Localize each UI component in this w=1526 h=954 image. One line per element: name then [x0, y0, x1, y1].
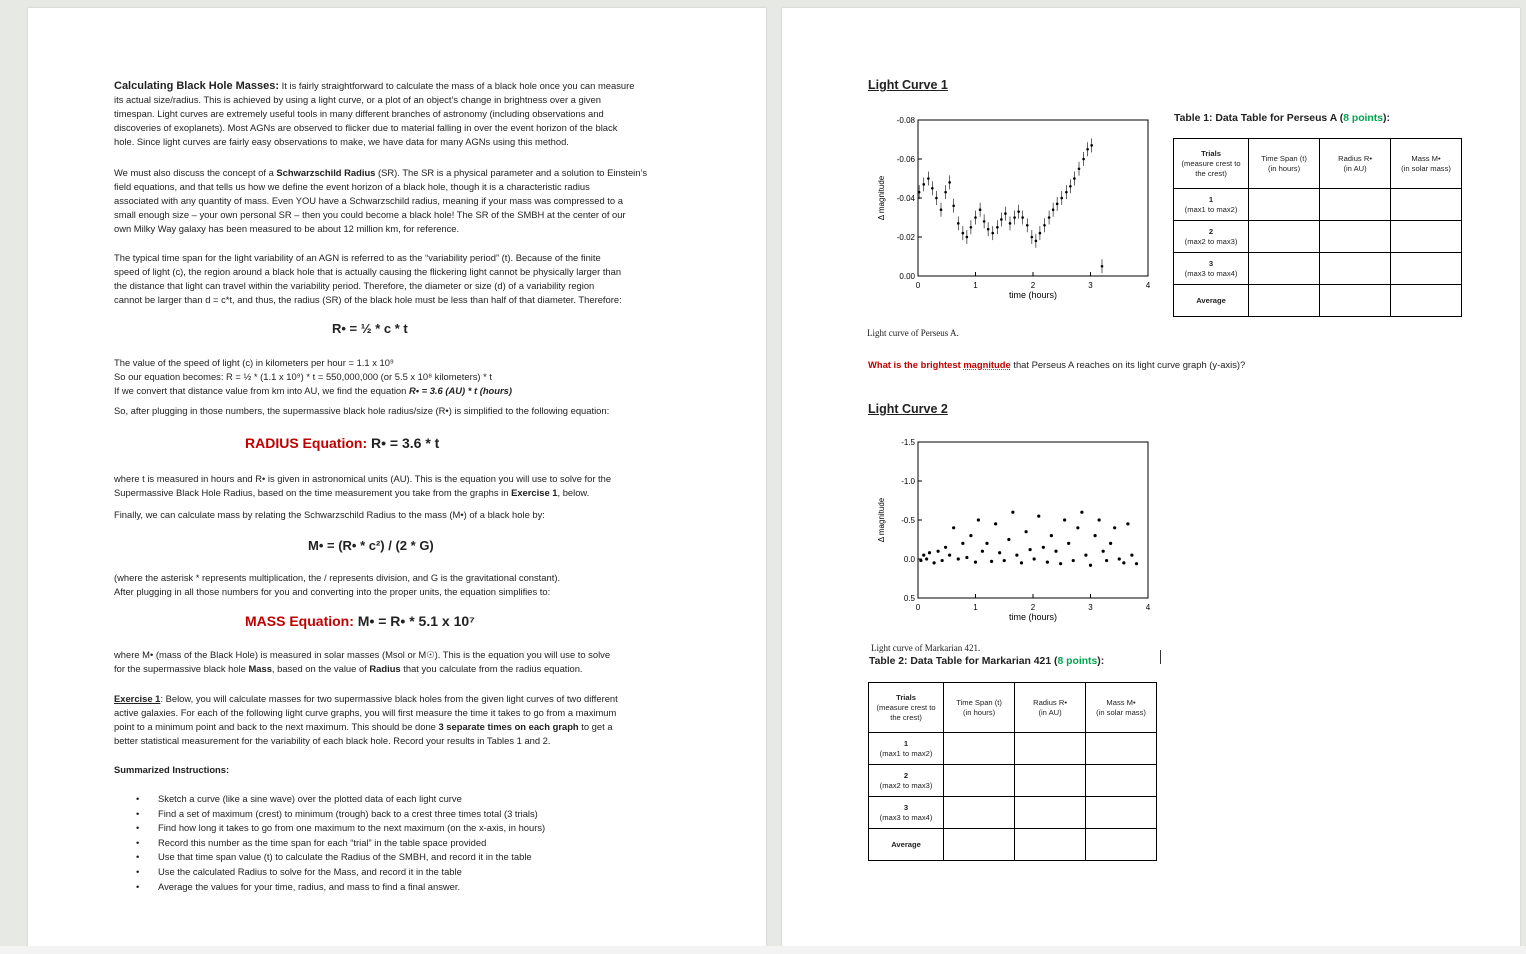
question-text: What is the brightest: [868, 359, 964, 370]
radius-cell[interactable]: [1320, 221, 1391, 253]
text-line: So our equation becomes: R = ½ * (1.1 x 10⁹) * t = 550,000,000 (or 5.5 x 10⁸ kilometers) * t: [114, 371, 492, 382]
data-point: [928, 551, 931, 554]
data-point: [969, 534, 972, 537]
time-cell[interactable]: [1249, 189, 1320, 221]
question-brightest-magnitude: [868, 359, 1245, 370]
data-point: [944, 191, 947, 194]
x-axis-label: time (hours): [1008, 290, 1058, 300]
mass-cell[interactable]: [1086, 797, 1157, 829]
light-curve-1-chart: [866, 112, 1156, 312]
data-point: [922, 554, 925, 557]
data-point: [937, 550, 940, 553]
data-point: [1135, 562, 1138, 565]
header-text: Trials: [1201, 148, 1221, 158]
text-line: speed of light (c), the region around a black hole that is actually causing the flickering light cannot be physically larger than: [114, 266, 622, 277]
data-point: [974, 216, 977, 219]
text-line: Supermassive Black Hole Radius, based on the time measurement you take from the graphs in: [114, 487, 512, 498]
data-point: [1029, 548, 1032, 551]
text-line: for the supermassive black hole: [114, 663, 249, 674]
data-point: [1105, 559, 1108, 562]
trial-cell: [1174, 189, 1249, 221]
x-tick-label: 0: [915, 603, 921, 612]
trial-cell: [869, 733, 944, 765]
paragraph-speed-of-light: [114, 356, 609, 418]
data-point: [935, 197, 938, 200]
paragraph-variability: [114, 251, 622, 307]
header-trials: [869, 683, 944, 733]
header-subtext: (measure crest to the crest): [876, 702, 936, 722]
table-row: [869, 797, 1157, 829]
data-point: [1078, 167, 1081, 170]
data-point: [1086, 148, 1089, 151]
trial-number: 2: [903, 770, 909, 780]
data-point: [919, 559, 922, 562]
list-item: • Use that time span value (t) to calculate the Radius of the SMBH, and record it in the table: [114, 850, 545, 865]
mass-cell[interactable]: [1086, 765, 1157, 797]
time-cell[interactable]: [944, 765, 1015, 797]
data-point: [944, 546, 947, 549]
x-tick-label: 4: [1145, 281, 1151, 290]
header-subtext: (in AU): [1343, 163, 1367, 173]
radius-equation: [245, 435, 439, 451]
data-point: [1033, 557, 1036, 560]
data-point: [1126, 522, 1129, 525]
header-time-span: [1249, 139, 1320, 189]
data-point: [922, 183, 925, 186]
data-point: [1073, 177, 1076, 180]
y-axis-label: Δ magnitude: [877, 175, 886, 221]
header-subtext: (in solar mass): [1096, 707, 1146, 717]
document-page-2: [782, 8, 1520, 948]
data-point: [957, 222, 960, 225]
points-label: 8 points: [1057, 656, 1098, 667]
list-item: • Average the values for your time, radius, and mass to find a final answer.: [114, 880, 545, 895]
data-point: [925, 557, 928, 560]
y-tick-label: -1.0: [901, 477, 915, 486]
trial-subtext: (max2 to max3): [1184, 236, 1238, 246]
text-cursor: [1160, 650, 1161, 664]
paragraph-mass-explanation: [114, 648, 610, 676]
summary-heading: Summarized Instructions:: [114, 764, 230, 775]
data-point: [1090, 144, 1093, 147]
trial-subtext: (max1 to max2): [879, 748, 933, 758]
data-point: [941, 559, 944, 562]
data-point: [952, 205, 955, 208]
points-label: 8 points: [1343, 113, 1384, 124]
y-tick-label: -0.08: [896, 116, 915, 125]
data-point: [961, 542, 964, 545]
trial-number: 1: [903, 738, 909, 748]
radius-equation-label: RADIUS Equation:: [245, 435, 368, 451]
data-point: [1082, 158, 1085, 161]
x-tick-label: 1: [973, 603, 978, 612]
header-text: Mass M•: [1411, 153, 1441, 163]
text-line: , below.: [557, 487, 590, 498]
text-line: that you calculate from the radius equation.: [400, 663, 583, 674]
text-line: its actual size/radius. This is achieved by using a light curve, or a plot of an object’s change in brightness over a given: [114, 94, 601, 105]
data-point: [1113, 526, 1116, 529]
time-cell[interactable]: [944, 797, 1015, 829]
header-text: Radius R•: [1033, 697, 1067, 707]
data-point: [966, 236, 969, 239]
text-line: : Below, you will calculate masses for two supermassive black holes from the given light curves of two different: [160, 693, 618, 704]
text-line: associated with any quantity of mass. Even YOU have a Schwarzschild radius, meaning if your mass was compressed to a: [114, 195, 623, 206]
data-point: [1098, 518, 1101, 521]
time-cell[interactable]: [944, 829, 1015, 861]
data-point: [1059, 562, 1062, 565]
data-point: [1102, 550, 1105, 553]
bold-term: Exercise 1: [511, 487, 558, 498]
trial-subtext: (max3 to max4): [1184, 268, 1238, 278]
table-row: [869, 765, 1157, 797]
table-row: [1174, 285, 1462, 317]
list-item: • Find how long it takes to go from one maximum to the next maximum (on the x-axis, in hours): [114, 821, 545, 836]
trial-number: 1: [1208, 194, 1214, 204]
list-item: • Use the calculated Radius to solve for the Mass, and record it in the table: [114, 865, 545, 880]
data-point: [957, 557, 960, 560]
light-curve-1-caption: Light curve of Perseus A.: [867, 328, 959, 338]
data-point: [981, 550, 984, 553]
trial-cell: [1174, 221, 1249, 253]
trial-number: 3: [903, 802, 909, 812]
trial-cell: [869, 765, 944, 797]
data-point: [985, 542, 988, 545]
table-caption-text: Table 2: Data Table for Markarian 421 (: [869, 656, 1058, 667]
header-text: Mass M•: [1106, 697, 1136, 707]
radius-cell[interactable]: [1320, 253, 1391, 285]
data-point: [1011, 511, 1014, 514]
data-point: [1054, 550, 1057, 553]
radius-equation-formula: R• = 3.6 * t: [367, 435, 440, 451]
header-text: Trials: [896, 692, 916, 702]
data-point: [1050, 534, 1053, 537]
text-line: , based on the value of: [271, 663, 370, 674]
time-cell[interactable]: [1249, 285, 1320, 317]
data-point: [1052, 208, 1055, 211]
data-point: [996, 226, 999, 229]
text-line: The typical time span for the light variability of an AGN is referred to as the “variability period” (t). Because of the finite: [114, 252, 601, 263]
paragraph-exercise-1: [114, 692, 618, 748]
trial-cell: [869, 797, 944, 829]
light-curve-2-chart: [866, 434, 1156, 634]
paragraph-mass-simplify: [114, 571, 560, 599]
trial-number: Average: [891, 839, 921, 849]
time-cell[interactable]: [1249, 253, 1320, 285]
trial-subtext: (max1 to max2): [1184, 204, 1238, 214]
data-point: [1026, 224, 1029, 227]
text-line: timespan. Light curves are extremely useful tools in many different branches of astronomy (including observations and: [114, 108, 604, 119]
x-tick-label: 3: [1088, 603, 1093, 612]
x-tick-label: 2: [1030, 281, 1036, 290]
table-header-row: [1174, 139, 1462, 189]
text-line: After plugging in all those numbers for you and converting into the proper units, the equation simplifies to:: [114, 586, 551, 597]
x-tick-label: 0: [915, 281, 921, 290]
header-subtext: (in hours): [1268, 163, 1301, 173]
y-tick-label: 0.0: [903, 555, 915, 564]
data-point: [965, 556, 968, 559]
table-row: [1174, 189, 1462, 221]
table-caption-text: ):: [1383, 113, 1390, 124]
data-point: [1080, 511, 1083, 514]
radius-cell[interactable]: [1015, 829, 1086, 861]
header-radius: [1320, 139, 1391, 189]
data-point: [1039, 232, 1042, 235]
text-line: active galaxies. For each of the following light curve graphs, you will first measure the time it takes to go from a maximum: [114, 707, 617, 718]
data-point: [1076, 526, 1079, 529]
mass-cell[interactable]: [1086, 829, 1157, 861]
header-radius: [1015, 683, 1086, 733]
x-axis-label: time (hours): [1008, 612, 1058, 622]
equation-inline: R• = 3.6 (AU) * t (hours): [408, 385, 512, 396]
light-curve-2-title: Light Curve 2: [868, 402, 948, 416]
bold-term: Mass: [248, 663, 272, 674]
data-point: [1101, 265, 1104, 268]
paragraph-intro: [114, 79, 634, 149]
data-point: [1046, 561, 1049, 564]
data-point: [1025, 530, 1028, 533]
x-tick-label: 4: [1145, 603, 1151, 612]
x-tick-label: 3: [1088, 281, 1093, 290]
mass-cell[interactable]: [1391, 253, 1462, 285]
y-tick-label: -0.04: [896, 194, 915, 203]
mass-equation: [245, 613, 475, 629]
equation-mass-basic: M• = (R• * c²) / (2 * G): [308, 538, 434, 553]
text-line: where t is measured in hours and R• is given in astronomical units (AU). This is the equation you will use to solve for the: [114, 473, 612, 484]
data-point: [1007, 538, 1010, 541]
text-line: So, after plugging in those numbers, the supermassive black hole radius/size (R•) is simplified to the following equation:: [114, 405, 610, 416]
data-point: [1065, 191, 1068, 194]
bold-term: Radius: [369, 663, 401, 674]
table-caption-text: ):: [1097, 656, 1105, 667]
mass-cell[interactable]: [1391, 189, 1462, 221]
radius-cell[interactable]: [1015, 765, 1086, 797]
data-point: [1000, 218, 1003, 221]
y-axis-label: Δ magnitude: [877, 497, 886, 543]
paragraph-schwarzschild: [114, 166, 647, 236]
trial-number: Average: [1196, 295, 1226, 305]
text-line: to get a: [578, 721, 613, 732]
radius-cell[interactable]: [1015, 797, 1086, 829]
time-cell[interactable]: [1249, 221, 1320, 253]
bold-term: 3 separate times on each graph: [438, 721, 579, 732]
data-point: [940, 208, 943, 211]
header-subtext: (in hours): [963, 707, 996, 717]
list-item: • Sketch a curve (like a sine wave) over the plotted data of each light curve: [114, 792, 545, 807]
section-heading: Calculating Black Hole Masses:: [114, 80, 280, 92]
data-point: [1130, 554, 1133, 557]
y-tick-label: -0.06: [896, 155, 915, 164]
x-tick-label: 1: [973, 281, 978, 290]
mass-cell[interactable]: [1391, 221, 1462, 253]
data-point: [918, 191, 921, 194]
paragraph-radius-explanation: [114, 472, 611, 522]
text-line: point to a minimum point and back to the next maximum. This should be done: [114, 721, 439, 732]
data-point: [1060, 197, 1063, 200]
table-1-caption: [1174, 113, 1390, 124]
mass-equation-formula: M• = R• * 5.1 x 10⁷: [353, 613, 475, 629]
trial-subtext: (max3 to max4): [879, 812, 933, 822]
data-point: [1089, 564, 1092, 567]
data-point: [979, 208, 982, 211]
trial-number: 3: [1208, 258, 1214, 268]
data-point: [1118, 557, 1121, 560]
data-point: [991, 232, 994, 235]
text-line: cannot be larger than d = c*t, and thus, the radius (SR) of the black hole must be less than half of that diameter. Therefore:: [114, 294, 622, 305]
list-item: • Record this number as the time span for each “trial” in the table space provided: [114, 836, 545, 851]
trial-cell: [869, 829, 944, 861]
text-line: hole. Since light curves are fairly easy observations to make, we have data for many AGNs using this method.: [114, 136, 569, 147]
data-point: [931, 187, 934, 190]
table-row: [1174, 221, 1462, 253]
header-time-span: [944, 683, 1015, 733]
data-point: [1003, 559, 1006, 562]
table-row: [869, 733, 1157, 765]
text-line: small enough size – your own personal SR – then you could become a black hole! The SR of the SMBH at the center of our: [114, 209, 626, 220]
header-text: Radius R•: [1338, 153, 1372, 163]
data-point: [1013, 216, 1016, 219]
header-text: Time Span (t): [956, 697, 1002, 707]
header-subtext: (in solar mass): [1401, 163, 1451, 173]
radius-cell[interactable]: [1320, 189, 1391, 221]
light-curve-1-title: Light Curve 1: [868, 78, 948, 92]
trial-subtext: (max2 to max3): [879, 780, 933, 790]
data-point: [952, 526, 955, 529]
table-header-row: [869, 683, 1157, 733]
header-trials: [1174, 139, 1249, 189]
data-point: [1020, 561, 1023, 564]
data-point: [1042, 546, 1045, 549]
data-point: [948, 181, 951, 184]
question-text: magnitude: [963, 359, 1011, 370]
data-point: [962, 232, 965, 235]
list-item: • Find a set of maximum (crest) to minimum (trough) back to a crest three times total (3 trials): [114, 807, 545, 822]
table-row: [869, 829, 1157, 861]
text-line: where M• (mass of the Black Hole) is measured in solar masses (Msol or M☉). This is the equation you will use to solve: [114, 649, 611, 660]
exercise-heading: Exercise 1: [114, 693, 161, 704]
time-cell[interactable]: [944, 733, 1015, 765]
data-point: [974, 561, 977, 564]
data-point: [1094, 534, 1097, 537]
text-line: We must also discuss the concept of a: [114, 167, 277, 178]
data-point: [977, 518, 980, 521]
text-line: If we convert that distance value from km into AU, we find the equation: [114, 385, 409, 396]
data-point: [1122, 561, 1125, 564]
radius-cell[interactable]: [1015, 733, 1086, 765]
data-point: [1021, 216, 1024, 219]
trial-cell: [1174, 253, 1249, 285]
mass-equation-label: MASS Equation:: [245, 613, 354, 629]
data-point: [998, 551, 1001, 554]
data-table-perseus-a: [1173, 138, 1462, 317]
data-point: [1048, 216, 1051, 219]
text-line: Finally, we can calculate mass by relating the Schwarzschild Radius to the mass (M•) of a black hole by:: [114, 509, 545, 520]
text-line: It is fairly straightforward to calculate the mass of a black hole once you can measure: [279, 80, 635, 91]
document-page-1: [28, 8, 766, 948]
data-point: [948, 554, 951, 557]
header-text: Time Span (t): [1261, 153, 1307, 163]
data-point: [1017, 210, 1020, 213]
data-point: [1031, 236, 1034, 239]
status-bar: [0, 946, 1526, 954]
data-point: [990, 560, 993, 563]
text-line: the distance that light can travel within the variability period. Therefore, the diameter or size (d) of a variability region: [114, 280, 595, 291]
plot-frame: [918, 442, 1148, 598]
text-line: field equations, and that tells us how we define the event horizon of a black hole, though it is a characteristic radius: [114, 181, 590, 192]
trial-cell: [1174, 285, 1249, 317]
data-table-markarian-421: [868, 682, 1157, 861]
data-point: [970, 226, 973, 229]
data-point: [1069, 185, 1072, 188]
question-text: that Perseus A reaches on its light curve graph (y-axis)?: [1010, 359, 1246, 370]
text-line: better statistical measurement for the variability of each black hole. Record your results in Tables 1 and 2.: [114, 735, 551, 746]
y-tick-label: -0.5: [901, 516, 915, 525]
data-point: [1072, 559, 1075, 562]
header-mass: [1086, 683, 1157, 733]
data-point: [983, 220, 986, 223]
data-point: [1035, 240, 1038, 243]
table-row: [1174, 253, 1462, 285]
y-tick-label: -1.5: [901, 438, 915, 447]
data-point: [1067, 542, 1070, 545]
data-point: [933, 561, 936, 564]
header-subtext: (in AU): [1038, 707, 1062, 717]
trial-number: 2: [1208, 226, 1214, 236]
header-mass: [1391, 139, 1462, 189]
radius-cell[interactable]: [1320, 285, 1391, 317]
data-point: [1109, 542, 1112, 545]
data-point: [1043, 224, 1046, 227]
text-line: The value of the speed of light (c) in kilometers per hour = 1.1 x 10⁹: [114, 357, 394, 368]
table-caption-text: Table 1: Data Table for Perseus A (: [1174, 113, 1344, 124]
data-point: [994, 522, 997, 525]
plot-frame: [918, 120, 1148, 276]
y-tick-label: 0.00: [899, 272, 915, 281]
table-2-caption: [869, 656, 1104, 667]
y-tick-label: -0.02: [896, 233, 915, 242]
text-line: (SR). The SR is a physical parameter and a solution to Einstein’s: [375, 167, 648, 178]
x-tick-label: 2: [1030, 603, 1036, 612]
data-point: [1056, 203, 1059, 206]
text-line: own Milky Way galaxy has been measured to be about 12 million km, for reference.: [114, 223, 460, 234]
data-point: [1084, 554, 1087, 557]
text-line: discoveries of exoplanets). Most AGNs are observed to flicker due to material falling in over the event horizon of the black: [114, 122, 618, 133]
mass-cell[interactable]: [1086, 733, 1157, 765]
data-point: [1009, 222, 1012, 225]
data-point: [1063, 518, 1066, 521]
light-curve-2-caption: Light curve of Markarian 421.: [871, 643, 981, 653]
mass-cell[interactable]: [1391, 285, 1462, 317]
data-point: [1037, 515, 1040, 518]
header-subtext: (measure crest to the crest): [1181, 158, 1241, 178]
data-point: [1015, 554, 1018, 557]
data-point: [927, 177, 930, 180]
data-point: [1004, 212, 1007, 215]
instructions-list: [114, 792, 545, 894]
y-tick-label: 0.5: [903, 594, 915, 603]
equation-radius-basic: R• = ½ * c * t: [332, 321, 408, 336]
bold-term: Schwarzschild Radius: [276, 167, 376, 178]
text-line: (where the asterisk * represents multiplication, the / represents division, and G is the gravitational constant).: [114, 572, 561, 583]
data-point: [987, 228, 990, 231]
